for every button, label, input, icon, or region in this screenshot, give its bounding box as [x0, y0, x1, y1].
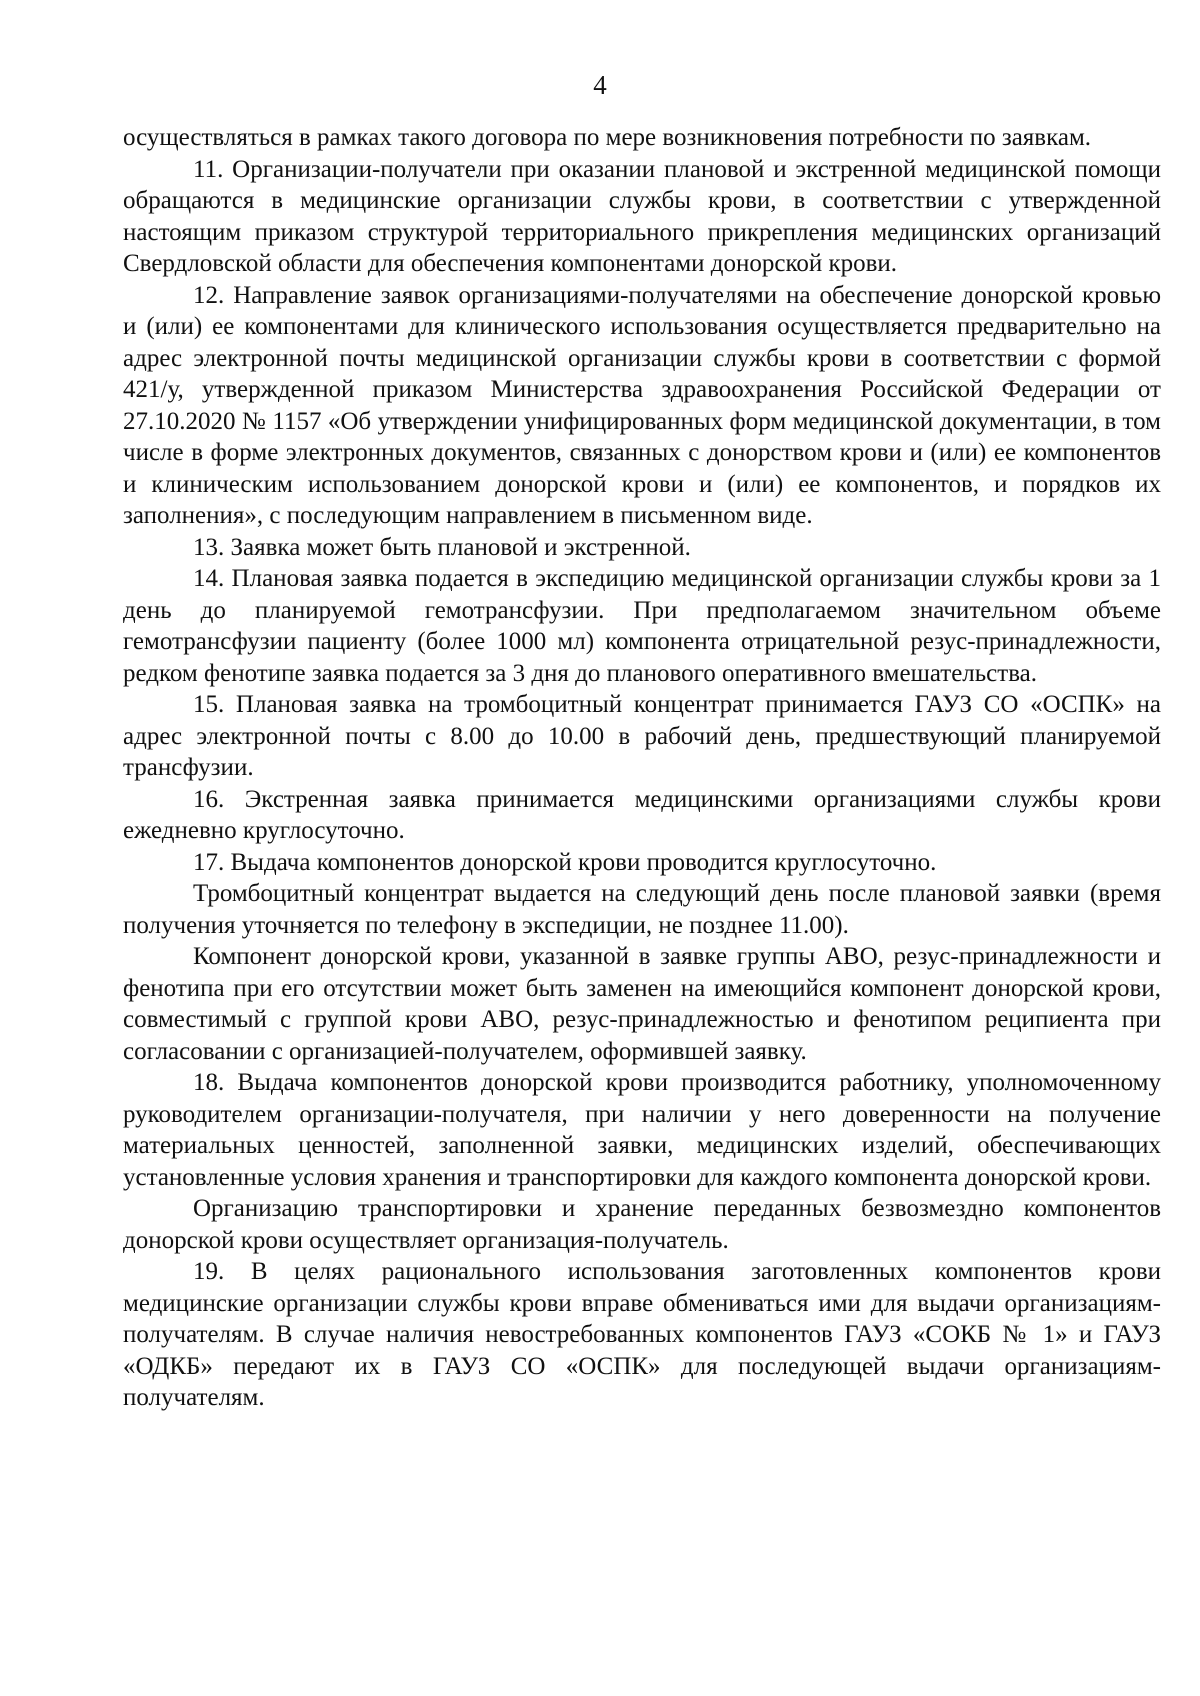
paragraph-platelet-note: Тромбоцитный концентрат выдается на следующий день после плановой заявки (время получения уточняется по телефону в экспедиции, не позднее 11.00). [123, 880, 1161, 939]
paragraph-item-15: 15. Плановая заявка на тромбоцитный концентрат принимается ГАУЗ СО «ОСПК» на адрес электронной почты с 8.00 до 10.00 в рабочий день, предшествующий планируемой трансфузии. [123, 691, 1161, 781]
paragraph-substitution-note: Компонент донорской крови, указанной в заявке группы АВО, резус-принадлежности и фенотипа при его отсутствии может быть заменен на имеющийся компонент донорской крови, совместимый с группой крови АВО, резус-принадлежностью и фенотипом реципиента при согласовании с организацией-получателем, оформившей заявку. [123, 943, 1161, 1065]
paragraph-item-14: 14. Плановая заявка подается в экспедицию медицинской организации службы крови за 1 день до планируемой гемотрансфузии. При предполагаемом значительном объеме гемотрансфузии пациенту (более 1000 мл) компонента отрицательной резус-принадлежности, редком фенотипе заявка подается за 3 дня до планового оперативного вмешательства. [123, 565, 1161, 687]
paragraph-item-13: 13. Заявка может быть плановой и экстренной. [193, 533, 691, 561]
paragraph-item-19: 19. В целях рационального использования заготовленных компонентов крови медицинские организации службы крови вправе обмениваться ими для выдачи организациям-получателям. В случае наличия невостребованных компонентов ГАУЗ «СОКБ № 1» и ГАУЗ «ОДКБ» передают их в ГАУЗ СО «ОСПК» для последующей выдачи организациям-получателям. [123, 1258, 1161, 1411]
paragraph-item-12: 12. Направление заявок организациями-получателями на обеспечение донорской кровью и (или) ее компонентами для клинического использования осуществляется предварительно на адрес электронной почты медицинской организации службы крови в соответствии с формой 421/у, утвержденной приказом Министерства здравоохранения Российской Федерации от 27.10.2020 № 1157 «Об утверждении унифицированных форм медицинской документации, в том числе в форме электронных документов, связанных с донорством крови и (или) ее компонентов и клиническим использованием донорской крови и (или) ее компонентов, и порядков их заполнения», с последующим направлением в письменном виде. [123, 281, 1161, 529]
paragraph-continuation: осуществляться в рамках такого договора по мере возникновения потребности по заявкам. [123, 124, 1092, 151]
paragraph-item-11: 11. Организации-получатели при оказании плановой и экстренной медицинской помощи обращаются в медицинские организации службы крови, в соответствии с утвержденной настоящим приказом структурой территориального прикрепления медицинских организаций Свердловской области для обеспечения компонентами донорской крови. [123, 155, 1161, 277]
document-body [123, 122, 1161, 1414]
paragraph-item-18: 18. Выдача компонентов донорской крови производится работнику, уполномоченному руководителем организации-получателя, при наличии у него доверенности на получение материальных ценностей, заполненной заявки, медицинских изделий, обеспечивающих установленные условия хранения и транспортировки для каждого компонента донорской крови. [123, 1069, 1161, 1191]
page-number: 4 [593, 70, 607, 100]
paragraph-item-16: 16. Экстренная заявка принимается медицинскими организациями службы крови ежедневно круглосуточно. [123, 785, 1161, 844]
paragraph-item-17: 17. Выдача компонентов донорской крови проводится круглосуточно. [193, 848, 937, 876]
paragraph-transport-note: Организацию транспортировки и хранение переданных безвозмездно компонентов донорской крови осуществляет организация-получатель. [123, 1195, 1161, 1254]
